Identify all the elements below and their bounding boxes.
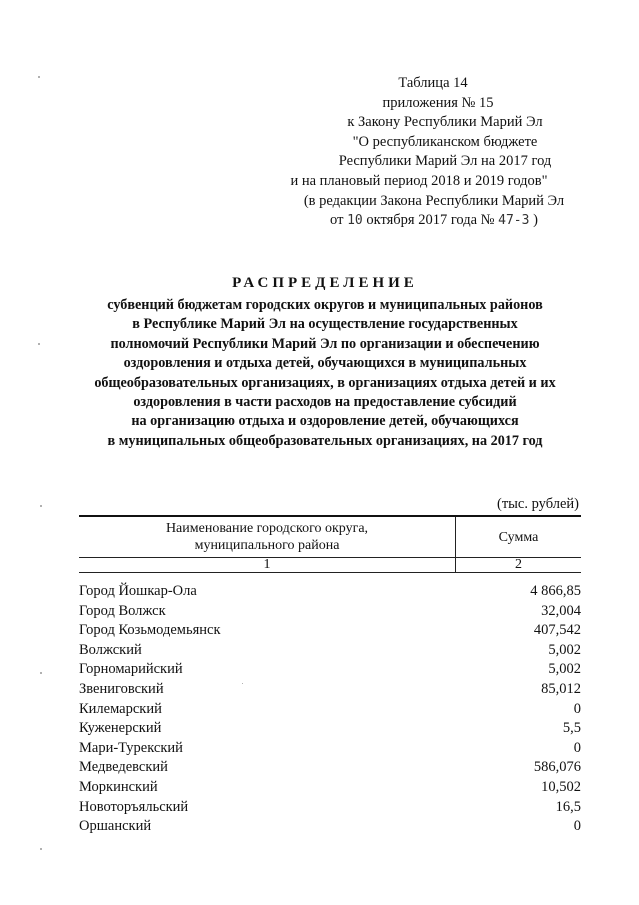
row-value: 10,502	[541, 778, 581, 795]
table-row	[79, 719, 581, 739]
row-name: Медведевский	[79, 759, 168, 776]
header-line-date	[259, 211, 579, 231]
row-name: Город Йошкар-Ола	[79, 583, 197, 599]
table-row	[79, 680, 581, 700]
title-sub	[60, 296, 590, 451]
title-line: на организацию отдыха и оздоровление детей, обучающихся	[131, 413, 519, 430]
table-row	[79, 660, 581, 680]
table-header	[79, 515, 581, 573]
row-name: Килемарский	[79, 700, 162, 717]
row-name: Оршанский	[79, 818, 152, 835]
table-row	[79, 602, 581, 622]
header-line: (в редакции Закона Республики Марий Эл	[303, 192, 565, 209]
units-label: (тыс. рублей)	[497, 496, 579, 512]
title-line: оздоровления в части расходов на предоставление субсидий	[133, 394, 517, 411]
table-row	[79, 700, 581, 720]
table-row	[79, 739, 581, 759]
table-head	[79, 515, 581, 573]
row-value: 32,004	[541, 602, 581, 619]
title-line: полномочий Республики Марий Эл по организации и обеспечению	[110, 335, 540, 352]
row-value: 0	[573, 739, 581, 756]
row-value: 5,5	[562, 720, 581, 737]
col1-number: 1	[79, 558, 456, 573]
document-header	[259, 74, 579, 231]
scan-speck	[242, 683, 243, 684]
row-name: Звениговский	[79, 680, 164, 697]
row-value: 407,542	[533, 622, 581, 639]
header-line: приложения № 15	[382, 94, 494, 111]
row-value: 4 866,85	[530, 583, 581, 599]
table-row	[79, 582, 581, 602]
row-value: 0	[573, 700, 581, 717]
col1-header-line: муниципального района	[194, 538, 340, 553]
date-day: 10	[347, 213, 363, 229]
table-body	[79, 582, 581, 837]
scan-speck	[38, 343, 40, 345]
col2-number: 2	[456, 558, 582, 573]
header-line: "О республиканском бюджете	[352, 133, 538, 150]
row-name: Волжский	[79, 641, 142, 658]
title-line: в Республике Марий Эл на осуществление государственных	[132, 316, 518, 333]
title-line: в муниципальных общеобразовательных организациях, на 2017 год	[107, 432, 543, 449]
document-title	[60, 275, 590, 451]
title-line: общеобразовательных организациях, в организациях отдыха детей и их	[94, 374, 556, 391]
title-main: РАСПРЕДЕЛЕНИЕ	[232, 275, 418, 291]
date-prefix: от	[330, 212, 344, 229]
row-name: Куженерский	[79, 720, 162, 737]
row-name: Моркинский	[79, 778, 158, 795]
table-row	[79, 778, 581, 798]
col1-header	[79, 516, 456, 558]
row-name: Город Волжск	[79, 602, 166, 619]
col1-header-line: Наименование городского округа,	[165, 521, 369, 536]
row-value: 5,002	[548, 641, 581, 658]
header-line: Республики Марий Эл на 2017 год	[338, 153, 552, 170]
scan-speck	[40, 848, 42, 850]
table-row	[79, 621, 581, 641]
date-middle: октября 2017 года №	[366, 212, 495, 229]
table-row	[79, 798, 581, 818]
col2-header: Сумма	[456, 516, 582, 558]
title-line: оздоровления и отдыха детей, обучающихся в муниципальных	[123, 355, 527, 372]
row-value: 5,002	[548, 661, 581, 678]
table-row	[79, 641, 581, 661]
row-name: Город Козьмодемьянск	[79, 622, 221, 639]
row-value: 85,012	[541, 680, 581, 697]
table-row	[79, 758, 581, 778]
scan-speck	[38, 76, 40, 78]
title-line: субвенций бюджетам городских округов и муниципальных районов	[107, 297, 543, 313]
header-line: и на плановый период 2018 и 2019 годов"	[290, 172, 548, 189]
row-name: Новоторъяльский	[79, 798, 189, 815]
scan-speck	[40, 672, 42, 674]
row-value: 0	[573, 818, 581, 835]
scan-speck	[40, 505, 42, 507]
date-suffix: )	[533, 212, 538, 229]
table-row	[79, 817, 581, 837]
row-name: Горномарийский	[79, 661, 183, 678]
header-line: Таблица 14	[398, 75, 468, 91]
row-value: 586,076	[533, 759, 581, 776]
header-line: к Закону Республики Марий Эл	[347, 114, 543, 131]
law-number: 47-З	[498, 213, 530, 229]
row-value: 16,5	[555, 798, 581, 815]
row-name: Мари-Турекский	[79, 739, 183, 756]
